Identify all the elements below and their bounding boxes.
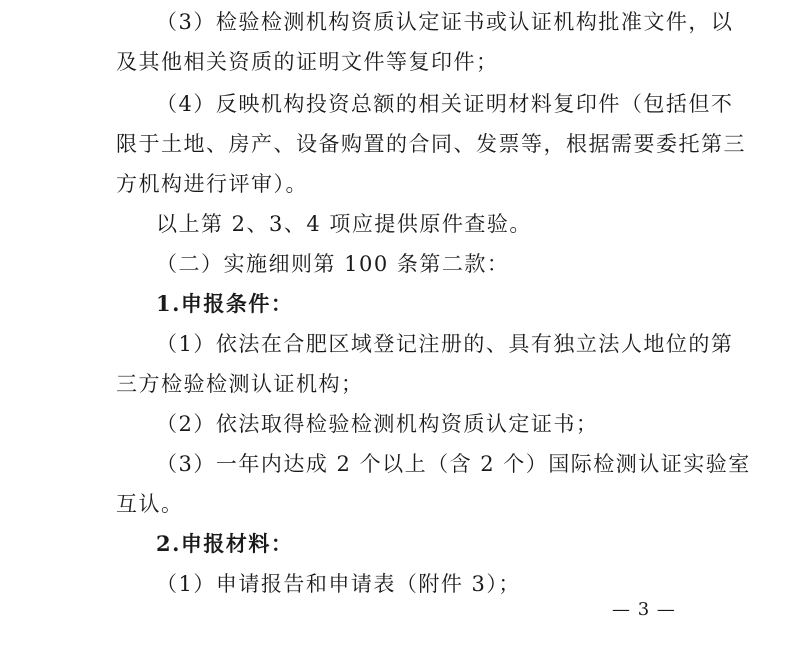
paragraph-line: （3）一年内达成 2 个以上（含 2 个）国际检测认证实验室 <box>156 452 751 476</box>
paragraph-line: 互认。 <box>116 492 184 516</box>
paragraph-line: （2）依法取得检验检测机构资质认定证书； <box>156 412 599 436</box>
paragraph-line: 及其他相关资质的证明文件等复印件； <box>116 50 499 74</box>
paragraph-line: 方机构进行评审）。 <box>116 172 308 196</box>
subheading-application-conditions: 1.申报条件： <box>156 291 294 316</box>
subheading-application-materials: 2.申报材料： <box>156 531 294 556</box>
paragraph-line: 以上第 2、3、4 项应提供原件查验。 <box>156 212 532 236</box>
paragraph-line: （3）检验检测机构资质认定证书或认证机构批准文件，以 <box>156 10 734 34</box>
paragraph-line: （1）申请报告和申请表（附件 3）； <box>156 572 521 596</box>
page-number: — 3 — <box>612 599 676 620</box>
paragraph-line: 三方检验检测认证机构； <box>116 372 364 396</box>
paragraph-line: 限于土地、房产、设备购置的合同、发票等，根据需要委托第三 <box>116 132 746 156</box>
section-heading: （二）实施细则第 100 条第二款： <box>156 252 510 276</box>
paragraph-line: （4）反映机构投资总额的相关证明材料复印件（包括但不 <box>156 92 734 116</box>
paragraph-line: （1）依法在合肥区域登记注册的、具有独立法人地位的第 <box>156 332 734 356</box>
